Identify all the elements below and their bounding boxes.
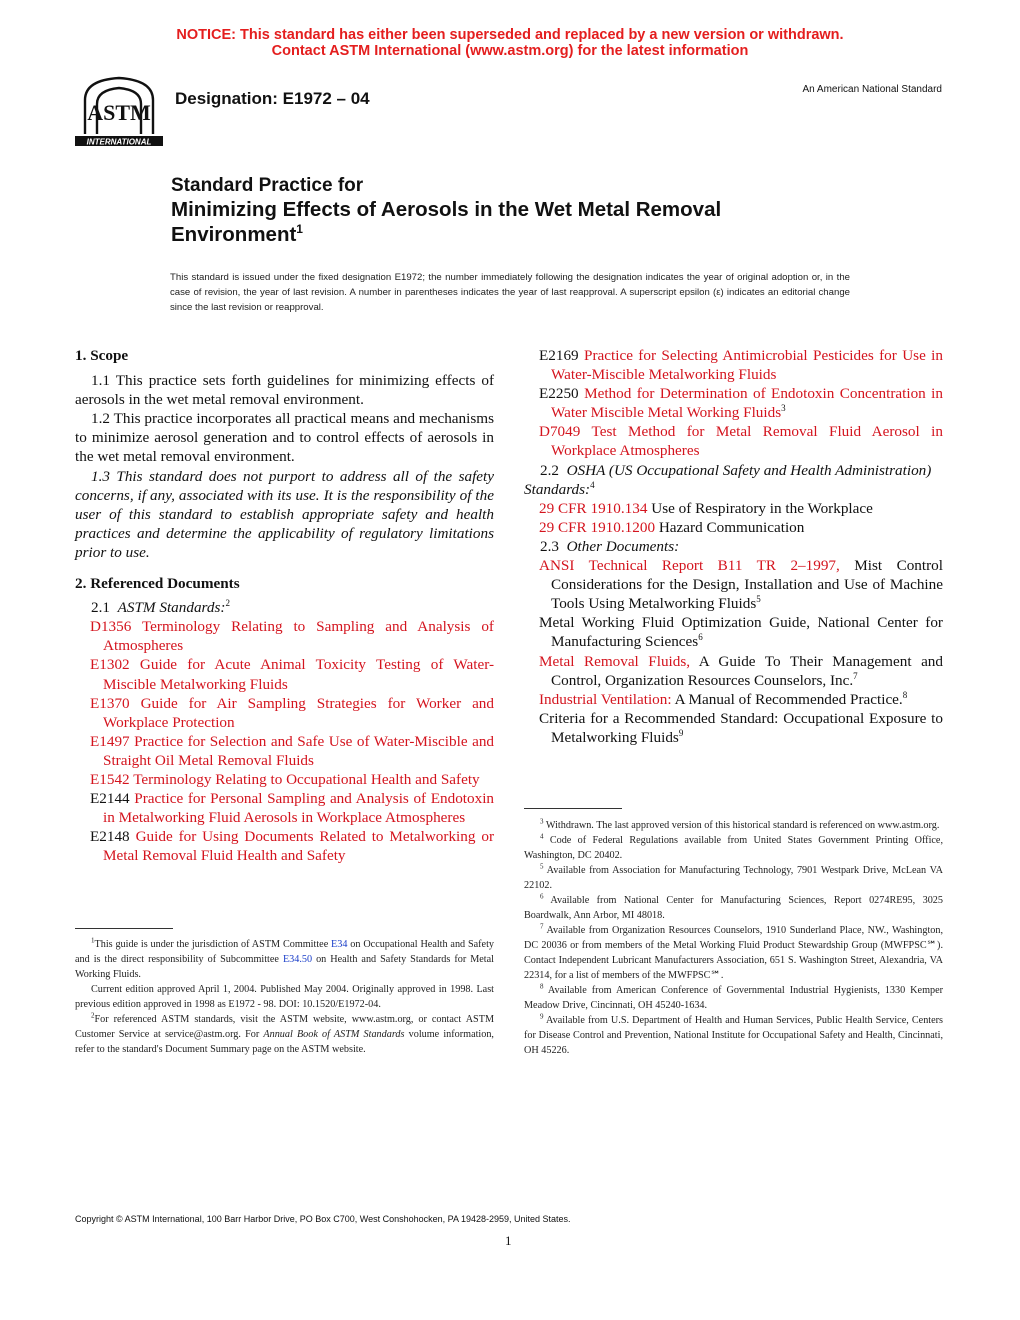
reference-note: 3 bbox=[781, 403, 786, 414]
reference-code[interactable]: E1542 bbox=[90, 770, 130, 788]
withdrawal-notice bbox=[0, 27, 1020, 59]
issue-statement: This standard is issued under the fixed designation E1972; the number immediately following the designation indicates the year of original adoption or, in the case of revision, the year of last revision. A number in parentheses indicates the year of last reapproval. A superscript epsilon (ε) indicates an editorial change since the last revision or reapproval. bbox=[170, 272, 850, 313]
reference-item[interactable] bbox=[75, 694, 494, 732]
scope-paragraph-1: 1.1 This practice sets forth guidelines for minimizing effects of aerosols in the wet metal removal environment. bbox=[75, 372, 494, 409]
reference-title: Metal Working Fluid Optimization Guide, National Center for Manufacturing Sciences bbox=[539, 614, 943, 651]
other-reference-item bbox=[524, 613, 943, 651]
footnote-4 bbox=[524, 833, 943, 863]
footnote-text: Available from Association for Manufacturing Technology, 7901 Westpark Drive, McLean VA 22102. bbox=[524, 865, 943, 891]
footnotes-left bbox=[75, 937, 494, 1057]
footnote-1 bbox=[75, 937, 494, 982]
footnote-8 bbox=[524, 983, 943, 1013]
footnote-1-edition: Current edition approved April 1, 2004. Published May 2004. Originally approved in 1998. Last previous edition approved in 1998 as E1972 - 98. DOI: 10.1520/E1972-04. bbox=[75, 984, 494, 1010]
reference-code[interactable]: E1370 bbox=[90, 694, 130, 712]
reference-title: Mist Control Considerations for the Design, Installation and Use of Machine Tools Using Metalworking Fluids bbox=[551, 557, 943, 613]
reference-title: Hazard Communication bbox=[658, 518, 805, 536]
reference-item[interactable] bbox=[524, 422, 943, 460]
astm-standards-label bbox=[75, 598, 494, 617]
logo-text: ASTM bbox=[87, 100, 151, 125]
reference-item[interactable] bbox=[75, 617, 494, 655]
section-heading-referenced: 2. Referenced Documents bbox=[75, 575, 240, 593]
other-reference-item bbox=[524, 709, 943, 747]
footnote-mark: 6 bbox=[540, 892, 544, 901]
footnote-text: For referenced ASTM standards, visit the ASTM website, www.astm.org, or contact ASTM Customer Service at service@astm.org. For bbox=[75, 1014, 494, 1040]
copyright-line: Copyright © ASTM International, 100 Barr Harbor Drive, PO Box C700, West Conshohocken, PA 19428-2959, United States. bbox=[75, 1214, 571, 1224]
other-reference-item[interactable] bbox=[524, 556, 943, 613]
document-title bbox=[171, 175, 721, 247]
reference-code[interactable]: E1302 bbox=[90, 656, 130, 674]
other-reference-item[interactable] bbox=[524, 652, 943, 690]
astm-logo bbox=[73, 74, 165, 150]
reference-title[interactable]: Guide for Acute Animal Toxicity Testing of Water-Miscible Metalworking Fluids bbox=[103, 656, 494, 693]
footnote-mark: 2 bbox=[91, 1011, 95, 1020]
reference-item[interactable] bbox=[75, 770, 494, 789]
footnote-text: volume information, refer to the standard's Document Summary page on the ASTM website. bbox=[75, 1029, 494, 1055]
footnote-rule-right bbox=[524, 808, 622, 809]
astm-label-number: 2.1 bbox=[91, 599, 110, 617]
reference-title: A Manual of Recommended Practice. bbox=[674, 690, 903, 708]
reference-title: Criteria for a Recommended Standard: Occupational Exposure to Metalworking Fluids bbox=[539, 709, 943, 746]
reference-title[interactable]: Practice for Personal Sampling and Analysis of Endotoxin in Metalworking Fluid Aerosols in Workplace Atmospheres bbox=[103, 790, 495, 827]
reference-code[interactable]: 29 CFR 1910.134 bbox=[539, 499, 648, 517]
footnote-mark: 3 bbox=[540, 817, 544, 826]
reference-code[interactable]: D7049 bbox=[539, 423, 581, 441]
osha-reference-item[interactable] bbox=[524, 499, 943, 518]
reference-code[interactable]: 29 CFR 1910.1200 bbox=[539, 518, 656, 536]
reference-note: 6 bbox=[698, 632, 703, 643]
astm-label-note: 2 bbox=[225, 598, 230, 609]
reference-note: 7 bbox=[853, 670, 858, 681]
reference-code[interactable]: Industrial Ventilation: bbox=[539, 690, 672, 708]
reference-code[interactable]: ANSI Technical Report B11 TR 2–1997, bbox=[539, 557, 840, 575]
footnote-text: Withdrawn. The last approved version of this historical standard is referenced on www.astm.org. bbox=[545, 820, 940, 831]
footnote-9 bbox=[524, 1013, 943, 1058]
scope-paragraph-2: 1.2 This practice incorporates all practical means and mechanisms to minimize aerosol generation and to control effects of aerosols in the wet metal removal environment. bbox=[75, 410, 494, 466]
reference-note: 9 bbox=[678, 727, 684, 738]
footnote-5 bbox=[524, 863, 943, 893]
title-line-3 bbox=[171, 222, 721, 247]
footnote-3 bbox=[524, 818, 943, 833]
reference-title[interactable]: Terminology Relating to Sampling and Analysis of Atmospheres bbox=[103, 618, 494, 655]
national-standard-label: An American National Standard bbox=[802, 84, 942, 95]
other-label-text: Other Documents: bbox=[566, 537, 680, 555]
footnote-text: Available from U.S. Department of Health and Human Services, Public Health Service, Centers for Disease Control and Prevention, National Institute for Occupational Safety and Health, Cincinnati, OH 45226. bbox=[524, 1015, 944, 1056]
title-line-3-text: Environment bbox=[171, 223, 297, 246]
footnote-mark: 9 bbox=[540, 1012, 544, 1021]
right-column bbox=[524, 346, 943, 747]
reference-item[interactable] bbox=[75, 732, 494, 770]
reference-item[interactable] bbox=[75, 789, 494, 827]
reference-title[interactable]: Practice for Selection and Safe Use of Water-Miscible and Straight Oil Metal Removal Fluids bbox=[103, 732, 495, 769]
reference-title[interactable]: Method for Determination of Endotoxin Concentration in Water Miscible Metal Working Fluids bbox=[551, 385, 943, 422]
reference-note: 8 bbox=[902, 689, 908, 700]
reference-note: 5 bbox=[756, 594, 761, 605]
footnote-text: Available from National Center for Manufacturing Sciences, Report 0274RE95, 3025 Boardwalk, Ann Arbor, MI 48018. bbox=[524, 895, 943, 921]
footnotes-right bbox=[524, 818, 943, 1058]
committee-link[interactable]: E34 bbox=[331, 939, 348, 950]
osha-standards-label bbox=[524, 461, 943, 499]
reference-code[interactable]: E1497 bbox=[90, 732, 130, 750]
title-line-1: Standard Practice for bbox=[171, 175, 364, 196]
logo-subtext: INTERNATIONAL bbox=[86, 137, 152, 147]
footnote-mark: 7 bbox=[540, 922, 544, 931]
page-number: 1 bbox=[505, 1233, 512, 1248]
reference-title[interactable]: Guide for Air Sampling Strategies for Worker and Workplace Protection bbox=[103, 694, 494, 731]
other-reference-item[interactable] bbox=[524, 690, 943, 709]
title-line-2: Minimizing Effects of Aerosols in the Wet Metal Removal bbox=[171, 198, 722, 221]
footnote-rule-left bbox=[75, 928, 173, 929]
reference-title: A Guide To Their Management and Control, Organization Resources Counselors, Inc. bbox=[551, 652, 943, 689]
reference-code: E2250 bbox=[539, 385, 579, 403]
reference-title[interactable]: Test Method for Metal Removal Fluid Aerosol in Workplace Atmospheres bbox=[551, 423, 943, 460]
reference-item[interactable] bbox=[75, 827, 494, 865]
osha-label-number: 2.2 bbox=[540, 461, 559, 479]
osha-label-note: 4 bbox=[590, 479, 595, 490]
reference-code: E2144 bbox=[90, 790, 130, 808]
reference-code: E2169 bbox=[539, 347, 579, 364]
reference-title[interactable]: Practice for Selecting Antimicrobial Pesticides for Use in Water-Miscible Metalworking Fluids bbox=[551, 347, 943, 384]
osha-label-text: OSHA (US Occupational Safety and Health Administration) Standards: bbox=[524, 461, 932, 498]
footnote-text: This guide is under the jurisdiction of ASTM Committee bbox=[94, 939, 332, 950]
footnote-text: Available from Organization Resources Counselors, 1910 Sunderland Place, NW., Washington, DC 20036 or from members of the Metal Working Fluid Product Stewardship Group (MWFPSC℠). Contact Independent Lubricant Manufacturers Association, 651 S. Washington Street, Alexandria, VA 22314, for a list of members of the MWFPSC℠. bbox=[524, 925, 944, 981]
footnote-mark: 4 bbox=[540, 832, 544, 841]
astm-label-text: ASTM Standards: bbox=[117, 599, 226, 617]
title-footnote-mark: 1 bbox=[296, 222, 303, 237]
reference-item[interactable] bbox=[524, 346, 943, 384]
osha-reference-item[interactable] bbox=[524, 518, 943, 537]
reference-code[interactable]: D1356 bbox=[90, 618, 132, 636]
footnote-italic: Annual Book of ASTM Standards bbox=[263, 1029, 405, 1040]
footnote-6 bbox=[524, 893, 943, 923]
footnote-mark: 8 bbox=[540, 982, 544, 991]
footnote-mark: 5 bbox=[540, 862, 544, 871]
footnote-text: Available from American Conference of Governmental Industrial Hygienists, 1330 Kemper Meadow Drive, Cincinnati, OH 45240-1634. bbox=[524, 985, 943, 1011]
footnote-7 bbox=[524, 923, 943, 983]
footnote-2 bbox=[75, 1012, 494, 1057]
reference-title[interactable]: Guide for Using Documents Related to Metalworking or Metal Removal Fluid Health and Safety bbox=[103, 828, 495, 865]
reference-code: E2148 bbox=[90, 828, 130, 846]
reference-title: Use of Respiratory in the Workplace bbox=[651, 499, 873, 517]
left-column bbox=[75, 346, 494, 865]
reference-title[interactable]: Terminology Relating to Occupational Health and Safety bbox=[133, 770, 480, 788]
section-heading-scope: 1. Scope bbox=[75, 347, 129, 364]
reference-code[interactable]: Metal Removal Fluids, bbox=[539, 652, 691, 670]
reference-item[interactable] bbox=[524, 384, 943, 422]
subcommittee-link[interactable]: E34.50 bbox=[282, 954, 313, 965]
footnote-mark: 1 bbox=[91, 936, 95, 945]
notice-line-2: Contact ASTM International (www.astm.org) for the latest information bbox=[271, 43, 749, 59]
notice-line-1: NOTICE: This standard has either been superseded and replaced by a new version or withdrawn. bbox=[176, 27, 844, 43]
footnote-text: on Health and Safety Standards for Metal Working Fluids. bbox=[75, 954, 494, 980]
reference-item[interactable] bbox=[75, 655, 494, 693]
footnote-text: on Occupational Health and Safety and is the direct responsibility of Subcommittee bbox=[75, 939, 494, 965]
designation: Designation: E1972 – 04 bbox=[175, 89, 370, 108]
other-documents-label bbox=[524, 537, 943, 556]
scope-paragraph-3: 1.3 This standard does not purport to address all of the safety concerns, if any, associated with its use. It is the responsibility of the user of this standard to establish appropriate safety and health practices and determine the applicability of regulatory limitations prior to use. bbox=[75, 467, 494, 561]
footnote-text: Code of Federal Regulations available from United States Government Printing Office, Washington, DC 20402. bbox=[524, 835, 943, 861]
other-label-number: 2.3 bbox=[540, 537, 559, 555]
